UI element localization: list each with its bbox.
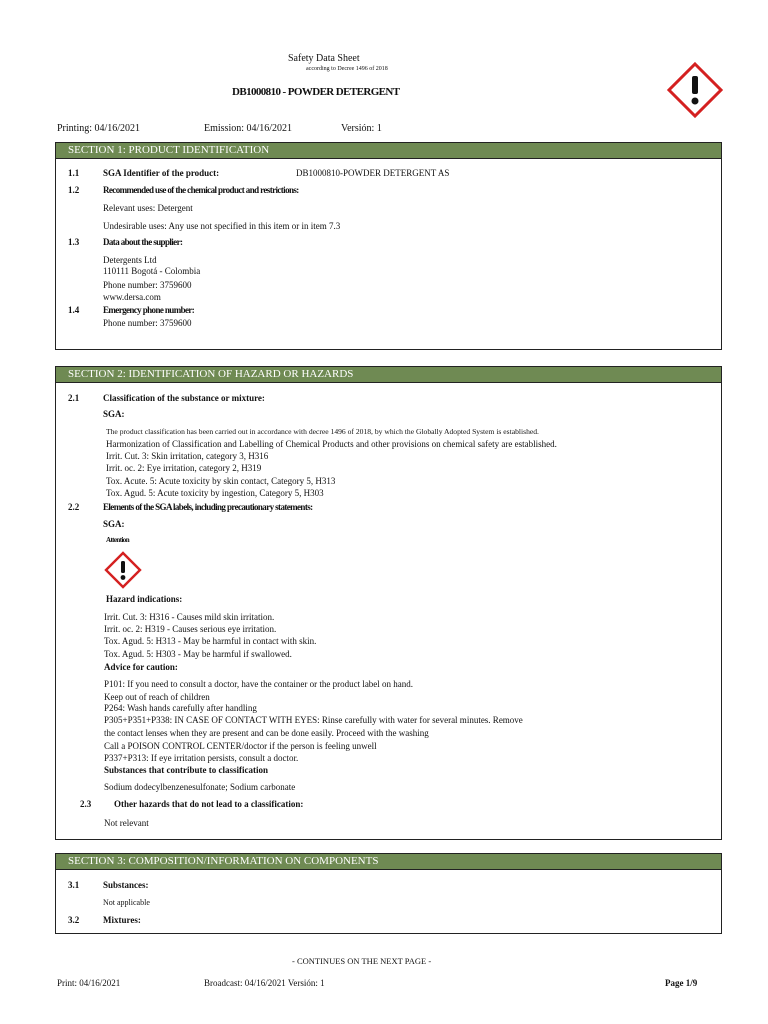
item-number: 2.2: [68, 502, 80, 512]
product-title: DB1000810 - POWDER DETERGENT: [232, 86, 400, 98]
classification-text: The product classification has been carried out in accordance with decree 1496 of 2018, by which the Globally Adopted System is established.: [106, 427, 539, 436]
other-hazards-value: Not relevant: [104, 818, 149, 828]
hazard-item: Tox. Agud. 5: H303 - May be harmful if swallowed.: [104, 649, 292, 659]
mixtures-label: Mixtures:: [103, 915, 141, 925]
advice-item: P305+P351+P338: IN CASE OF CONTACT WITH EYES: Rinse carefully with water for several minutes. Remove: [104, 715, 523, 725]
emergency-label: Emergency phone number:: [103, 305, 195, 315]
classification-item: Tox. Acute. 5: Acute toxicity by skin contact, Category 5, H313: [106, 476, 336, 486]
section-3-heading: SECTION 3: COMPOSITION/INFORMATION ON COMPONENTS: [56, 854, 721, 870]
emergency-phone: Phone number: 3759600: [103, 318, 192, 328]
item-number: 1.4: [68, 305, 80, 315]
printing-date: Printing: 04/16/2021: [57, 123, 141, 134]
classification-label: Classification of the substance or mixture:: [103, 393, 265, 403]
section-1-heading: SECTION 1: PRODUCT IDENTIFICATION: [56, 143, 721, 159]
item-number: 1.2: [68, 185, 80, 195]
item-number: 1.3: [68, 237, 80, 247]
sga-label: SGA:: [103, 409, 125, 419]
other-hazards-label: Other hazards that do not lead to a classification:: [114, 799, 304, 809]
classification-text: Harmonization of Classification and Labelling of Chemical Products and other provisions on chemical safety are established.: [106, 439, 557, 449]
advice-item: P264: Wash hands carefully after handling: [104, 703, 257, 713]
document-title: Safety Data Sheet: [288, 53, 360, 64]
section-3: [55, 853, 722, 934]
advice-item: P101: If you need to consult a doctor, have the container or the product label on hand.: [104, 679, 414, 689]
hazard-item: Irrit. oc. 2: H319 - Causes serious eye irritation.: [104, 624, 277, 634]
substances-classification-label: Substances that contribute to classification: [104, 765, 268, 775]
footer-print-date: Print: 04/16/2021: [57, 978, 121, 988]
sga-identifier-value: DB1000810-POWDER DETERGENT AS: [296, 168, 450, 178]
relevant-uses: Relevant uses: Detergent: [103, 203, 193, 213]
signal-word: Attention: [106, 536, 129, 544]
item-number: 3.2: [68, 915, 80, 925]
elements-label: Elements of the SGA labels, including precautionary statements:: [103, 502, 313, 512]
hazard-item: Irrit. Cut. 3: H316 - Causes mild skin irritation.: [104, 612, 275, 622]
supplier-website: www.dersa.com: [103, 292, 161, 302]
sga-identifier-label: SGA Identifier of the product:: [103, 168, 220, 178]
classification-item: Irrit. oc. 2: Eye irritation, category 2, H319: [106, 463, 262, 473]
supplier-city: 110111 Bogotá - Colombia: [103, 266, 201, 276]
item-number: 1.1: [68, 168, 80, 178]
supplier-phone: Phone number: 3759600: [103, 280, 192, 290]
item-number: 2.3: [80, 799, 92, 809]
footer-broadcast: Broadcast: 04/16/2021 Versión: 1: [204, 978, 325, 988]
substances-classification-value: Sodium dodecylbenzenesulfonate; Sodium carbonate: [104, 782, 296, 792]
advice-item: P337+P313: If eye irritation persists, consult a doctor.: [104, 753, 299, 763]
substances-value: Not applicable: [103, 898, 150, 907]
emission-date: Emission: 04/16/2021: [204, 123, 293, 134]
advice-item: Call a POISON CONTROL CENTER/doctor if the person is feeling unwell: [104, 741, 377, 751]
hazard-indications-label: Hazard indications:: [106, 594, 183, 604]
advice-item: the contact lenses when they are present and can be done easily. Proceed with the washing: [104, 728, 429, 738]
advice-label: Advice for caution:: [104, 662, 178, 672]
item-number: 2.1: [68, 393, 80, 403]
exclamation-diamond-icon: [104, 551, 142, 589]
substances-label: Substances:: [103, 880, 149, 890]
classification-item: Irrit. Cut. 3: Skin irritation, category 3, H316: [106, 451, 269, 461]
undesirable-uses: Undesirable uses: Any use not specified in this item or in item 7.3: [103, 221, 341, 231]
item-number: 3.1: [68, 880, 80, 890]
document-subtitle: according to Decree 1496 of 2018: [306, 66, 388, 72]
version-label: Versión: 1: [341, 123, 382, 134]
exclamation-diamond-icon: [667, 62, 723, 118]
hazard-item: Tox. Agud. 5: H313 - May be harmful in contact with skin.: [104, 636, 317, 646]
sga-label: SGA:: [103, 519, 125, 529]
supplier-name: Detergents Ltd: [103, 255, 157, 265]
page-number: Page 1/9: [665, 978, 698, 988]
advice-item: Keep out of reach of children: [104, 692, 210, 702]
classification-item: Tox. Agud. 5: Acute toxicity by ingestion, Category 5, H303: [106, 488, 324, 498]
supplier-label: Data about the supplier:: [103, 237, 183, 247]
section-2-heading: SECTION 2: IDENTIFICATION OF HAZARD OR HAZARDS: [56, 367, 721, 383]
continues-notice: - CONTINUES ON THE NEXT PAGE -: [292, 956, 432, 966]
uses-label: Recommended use of the chemical product and restrictions:: [103, 185, 299, 195]
